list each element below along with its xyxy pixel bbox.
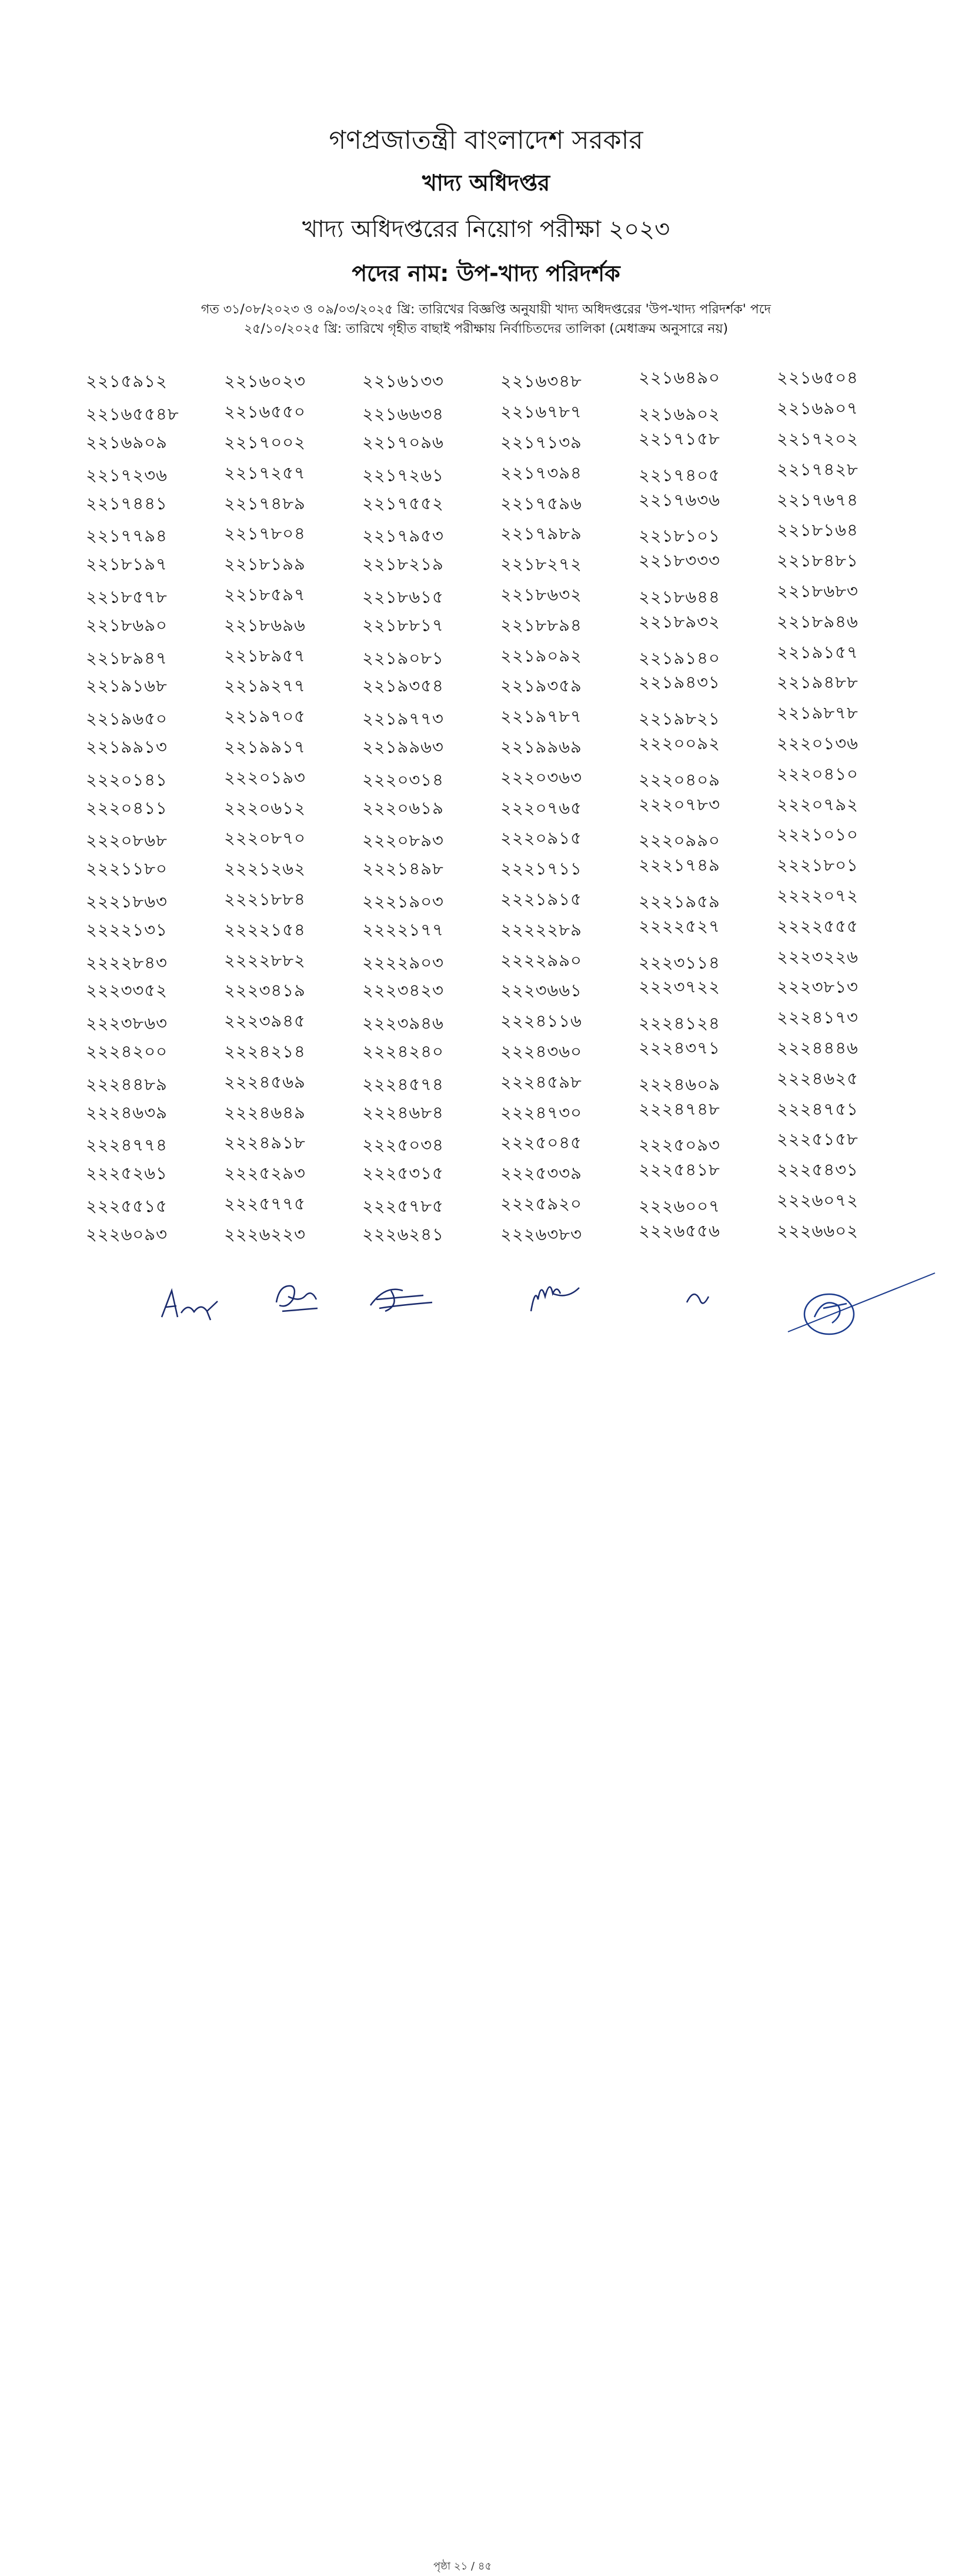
roll-number-cell: ২২১৬৯০৭	[777, 398, 859, 419]
roll-number-cell: ২২২৩২২৬	[777, 946, 859, 967]
table-row	[82, 611, 911, 642]
roll-number-cell: ২২২৫৪১৮	[639, 1160, 720, 1180]
roll-number-cell: ২২১৯৭৮৭	[500, 706, 582, 727]
roll-number-cell: ২২২২২৮৯	[500, 919, 582, 940]
table-row	[82, 1068, 911, 1098]
roll-number-cell: ২২২৫৭৮৫	[362, 1195, 444, 1216]
roll-number-cell: ২২২৪৫৯৮	[500, 1071, 582, 1092]
table-row	[82, 672, 911, 703]
roll-number-cell: ২২২৫২৬১	[86, 1163, 168, 1184]
roll-number-cell: ২২১৯০৯২	[500, 645, 582, 666]
roll-number-cell: ২২১৭২৬১	[362, 465, 444, 485]
roll-number-cell: ২২২০৬১২	[224, 797, 306, 818]
roll-number-grid	[82, 367, 911, 1251]
roll-number-cell: ২২১৭৪০৫	[639, 465, 720, 485]
table-row	[82, 763, 911, 794]
roll-number-cell: ২২১৯১৬৮	[86, 676, 168, 696]
roll-number-cell: ২২২১৮৬৩	[86, 891, 168, 911]
table-row	[82, 703, 911, 733]
roll-number-cell: ২২১৭৪৪১	[86, 493, 168, 513]
roll-number-cell: ২২২১১৮০	[86, 858, 168, 879]
roll-number-cell: ২২১৮৯৩২	[639, 611, 720, 632]
roll-number-cell: ২২২০৭৯২	[777, 794, 859, 814]
roll-number-cell: ২২২৫৩৩৯	[500, 1163, 582, 1184]
roll-number-cell: ২২১৯২৭৭	[224, 676, 306, 696]
exam-title: খাদ্য অধিদপ্তরের নিয়োগ পরীক্ষা ২০২৩	[302, 216, 670, 243]
table-row	[82, 367, 911, 398]
table-row	[82, 581, 911, 612]
table-row	[82, 550, 911, 581]
roll-number-cell: ২২১৭৩৯৪	[500, 462, 582, 483]
roll-number-cell: ২২১৯৯৬৯	[500, 736, 582, 757]
roll-number-cell: ২২১৮৬১৫	[362, 586, 444, 607]
roll-number-cell: ২২২১২৬২	[224, 858, 306, 879]
roll-number-cell: ২২২৪৬৮৪	[362, 1102, 444, 1122]
notice-line-1: গত ৩১/০৮/২০২৩ ও ০৯/০৩/২০২৫ খ্রি: তারিখের বিজ্ঞপ্তি অনুযায়ী খাদ্য অধিদপ্তরের 'উপ-খাদ্য পরিদর্শক' পদে	[201, 302, 771, 317]
roll-number-cell: ২২১৭৪২৮	[777, 459, 859, 479]
roll-number-cell: ২২২৪৫৭৪	[362, 1074, 444, 1094]
roll-number-cell: ২২১৯৩৫৪	[362, 676, 444, 696]
roll-number-cell: ২২২৪৬০৯	[639, 1074, 720, 1094]
roll-number-cell: ২২১৬৭৮৭	[500, 402, 582, 422]
roll-number-cell: ২২১৯১৪০	[639, 647, 720, 668]
roll-number-cell: ২২১৮১৯৯	[224, 554, 306, 574]
roll-number-cell: ২২২৪৬৩৯	[86, 1102, 168, 1122]
roll-number-cell: ২২২৬৬০২	[777, 1220, 859, 1241]
roll-number-cell: ২২২৫৭৭৫	[224, 1193, 306, 1214]
roll-number-cell: ২২২৪২০০	[86, 1041, 168, 1061]
roll-number-cell: ২২১৭৪৮৯	[224, 493, 306, 513]
roll-number-cell: ২২২৫৯২০	[500, 1193, 582, 1214]
roll-number-cell: ২২১৮৯৫৭	[224, 645, 306, 666]
table-row	[82, 916, 911, 946]
roll-number-cell: ২২২৫২৯৩	[224, 1163, 306, 1184]
roll-number-cell: ২২২৪৩৬০	[500, 1041, 582, 1061]
roll-number-cell: ২২১৯৯৬৩	[362, 736, 444, 757]
table-row	[82, 642, 911, 672]
table-row	[82, 824, 911, 855]
roll-number-cell: ২২২১৯৫৯	[639, 891, 720, 911]
roll-number-cell: ২২১৭৮০৪	[224, 523, 306, 544]
roll-number-cell: ২২২৩৩৫২	[86, 980, 168, 1001]
roll-number-cell: ২২২০৪১১	[86, 797, 168, 818]
roll-number-cell: ২২১৯৬৫০	[86, 709, 168, 729]
roll-number-cell: ২২১৯৪৮৮	[777, 672, 859, 693]
roll-number-cell: ২২২৫০৩৪	[362, 1135, 444, 1155]
table-row	[82, 1098, 911, 1129]
roll-number-cell: ২২২০৪০৯	[639, 769, 720, 790]
table-row	[82, 1007, 911, 1038]
roll-number-cell: ২২১৬৫৫৪৮	[86, 404, 179, 425]
roll-number-cell: ২২২১৪৯৮	[362, 858, 444, 879]
table-row	[82, 398, 911, 429]
signature-2	[270, 1279, 323, 1320]
roll-number-cell: ২২২০৩৬৩	[500, 767, 582, 787]
roll-number-cell: ২২১৯৭০৫	[224, 706, 306, 727]
roll-number-cell: ২২২০৩১৪	[362, 769, 444, 790]
roll-number-cell: ২২২২০৭২	[777, 885, 859, 906]
roll-number-cell: ২২২২১৩১	[86, 919, 168, 940]
roll-number-cell: ২২১৭৯৫৩	[362, 526, 444, 546]
roll-number-cell: ২২২১৯১৫	[500, 888, 582, 909]
roll-number-cell: ২২২০৬১৯	[362, 797, 444, 818]
roll-number-cell: ২২১৬৯০৯	[86, 432, 168, 452]
table-row	[82, 1129, 911, 1160]
roll-number-cell: ২২২০০৯২	[639, 733, 720, 753]
roll-number-cell: ২২১৮৬৮৩	[777, 580, 859, 601]
roll-number-cell: ২২২২৫২৭	[639, 916, 720, 936]
roll-number-cell: ২২১৬৯০২	[639, 404, 720, 425]
department-title: খাদ্য অধিদপ্তর	[422, 170, 550, 196]
signature-1	[159, 1285, 223, 1326]
roll-number-cell: ২২২১৭৪৯	[639, 855, 720, 876]
roll-number-cell: ২২২৬০৭২	[777, 1190, 859, 1210]
roll-number-cell: ২২২৫০৪৫	[500, 1132, 582, 1153]
table-row	[82, 977, 911, 1007]
roll-number-cell: ২২১৭১৩৯	[500, 432, 582, 452]
government-title: গণপ্রজাতন্ত্রী বাংলাদেশ সরকার	[329, 125, 643, 155]
roll-number-cell: ২২২৪২৪০	[362, 1041, 444, 1061]
roll-number-cell: ২২১৮৯৪৬	[777, 611, 859, 632]
roll-number-cell: ২২২১০১০	[777, 824, 859, 845]
roll-number-cell: ২২১৮৬৪৪	[639, 586, 720, 607]
roll-number-cell: ২২২১৮০১	[777, 855, 859, 876]
roll-number-cell: ২২২৬৫৫৬	[639, 1220, 720, 1241]
roll-number-cell: ২২১৭২৩৬	[86, 465, 168, 485]
roll-number-cell: ২২২০১৯৩	[224, 767, 306, 787]
roll-number-cell: ২২১৫৯১২	[86, 371, 168, 392]
table-row	[82, 946, 911, 977]
roll-number-cell: ২২১৮১০১	[639, 526, 720, 546]
roll-number-cell: ২২১৮৮৯৪	[500, 614, 582, 635]
roll-number-cell: ২২২৬২৪১	[362, 1224, 444, 1244]
roll-number-cell: ২২১৮২৭২	[500, 554, 582, 574]
roll-number-cell: ২২১৭৫৫২	[362, 493, 444, 513]
roll-number-cell: ২২২৪২১৪	[224, 1041, 306, 1061]
roll-number-cell: ২২২১৭১১	[500, 858, 582, 879]
table-row	[82, 855, 911, 886]
roll-number-cell: ২২১৭১৫৮	[639, 428, 720, 449]
notice-line-2: ২৫/১০/২০২৫ খ্রি: তারিখে গৃহীত বাছাই পরীক্ষায় নির্বাচিতদের তালিকা (মেধাক্রম অনুসারে নয়)	[243, 322, 729, 336]
roll-number-cell: ২২২৪১২৪	[639, 1013, 720, 1034]
roll-number-cell: ২২১৬৩৪৮	[500, 371, 582, 392]
roll-number-cell: ২২১৮৮১৭	[362, 614, 444, 635]
roll-number-cell: ২২২৫১৫৮	[777, 1129, 859, 1150]
initials-mark	[682, 1285, 717, 1314]
roll-number-cell: ২২১৭২০২	[777, 428, 859, 449]
roll-number-cell: ২২২৪৩৭১	[639, 1037, 720, 1058]
roll-number-cell: ২২২৩৪১৯	[224, 980, 306, 1001]
roll-number-cell: ২২১৯৮২১	[639, 709, 720, 729]
roll-number-cell: ২২২৪৭৪৮	[639, 1098, 720, 1119]
roll-number-cell: ২২২৪৭৩০	[500, 1102, 582, 1122]
roll-number-cell: ২২১৬৫৫০	[224, 402, 306, 422]
roll-number-cell: ২২১৯৭৭৩	[362, 709, 444, 729]
roll-number-cell: ২২২২৮৪৩	[86, 952, 168, 973]
roll-number-cell: ২২১৯১৫৭	[777, 642, 859, 662]
roll-number-cell: ২২২৬৩৮৩	[500, 1224, 582, 1244]
roll-number-cell: ২২১৭৬৩৬	[639, 489, 720, 510]
roll-number-cell: ২২১৭৯৮৯	[500, 523, 582, 544]
roll-number-cell: ২২১৯৯১৭	[224, 736, 306, 757]
table-row	[82, 794, 911, 824]
post-title: পদের নাম: উপ-খাদ্য পরিদর্শক	[352, 260, 620, 286]
roll-number-cell: ২২২৫০৯৩	[639, 1135, 720, 1155]
roll-number-cell: ২২২৫৪৩১	[777, 1160, 859, 1180]
roll-number-cell: ২২২২৯০৩	[362, 952, 444, 973]
roll-number-cell: ২২১৭৬৭৪	[777, 489, 859, 510]
roll-number-cell: ২২২৪১১৬	[500, 1011, 582, 1031]
roll-number-cell: ২২১৮৯৪৭	[86, 647, 168, 668]
roll-number-cell: ২২১৮৩৩৩	[639, 550, 720, 571]
table-row	[82, 459, 911, 489]
roll-number-cell: ২২২৩১১৪	[639, 952, 720, 973]
roll-number-cell: ২২২২৫৫৫	[777, 916, 859, 936]
roll-number-cell: ২২১৯৪৩১	[639, 672, 720, 693]
roll-number-cell: ২২১৭৭৯৪	[86, 526, 168, 546]
roll-number-cell: ২২২০৮৬৮	[86, 830, 168, 851]
roll-number-cell: ২২২১৯০৩	[362, 891, 444, 911]
roll-number-cell: ২২২৩৯৪৫	[224, 1011, 306, 1031]
roll-number-cell: ২২১৮৪৮১	[777, 550, 859, 571]
roll-number-cell: ২২২৪৬২৫	[777, 1068, 859, 1088]
roll-number-cell: ২২২৪৭৭৪	[86, 1135, 168, 1155]
table-row	[82, 1190, 911, 1221]
signature-strip	[0, 1276, 972, 2572]
roll-number-cell: ২২২২৯৯০	[500, 950, 582, 970]
roll-number-cell: ২২১৯৯১৩	[86, 736, 168, 757]
roll-number-cell: ২২২৬২২৩	[224, 1224, 306, 1244]
roll-number-cell: ২২১৬০২৩	[224, 371, 306, 392]
roll-number-cell: ২২২৫৫১৫	[86, 1195, 168, 1216]
roll-number-cell: ২২২০৯১৫	[500, 828, 582, 848]
table-row	[82, 520, 911, 550]
table-row	[82, 489, 911, 520]
roll-number-cell: ২২২৪১৭৩	[777, 1007, 859, 1028]
table-row	[82, 1220, 911, 1251]
roll-number-cell: ২২১৮১৯৭	[86, 554, 168, 574]
roll-number-cell: ২২২০৮৯৩	[362, 830, 444, 851]
roll-number-cell: ২২২১৮৮৪	[224, 888, 306, 909]
roll-number-cell: ২২২৪৯১৮	[224, 1132, 306, 1153]
roll-number-cell: ২২২৩৭২২	[639, 977, 720, 997]
roll-number-cell: ২২২৩৪২৩	[362, 980, 444, 1001]
roll-number-cell: ২২২৬০০৭	[639, 1195, 720, 1216]
roll-number-cell: ২২২৬০৯৩	[86, 1224, 168, 1244]
roll-number-cell: ২২২৪৪৮৯	[86, 1074, 168, 1094]
roll-number-cell: ২২১৯৩৫৯	[500, 676, 582, 696]
roll-number-cell: ২২১৬১৩৩	[362, 371, 444, 392]
roll-number-cell: ২২২০১৩৬	[777, 733, 859, 753]
roll-number-cell: ২২২৩৬৬১	[500, 980, 582, 1001]
roll-number-cell: ২২২০৭৬৫	[500, 797, 582, 818]
roll-number-cell: ২২২০১৪১	[86, 769, 168, 790]
roll-number-cell: ২২১৮১৬৪	[777, 520, 859, 540]
roll-number-cell: ২২২৫৩১৫	[362, 1163, 444, 1184]
roll-number-cell: ২২১৬৪৯০	[639, 367, 720, 388]
page-number: পৃষ্ঠা ২১ / ৪৫	[433, 2560, 492, 2572]
roll-number-cell: ২২২২১৫৪	[224, 919, 306, 940]
table-row	[82, 429, 911, 459]
roll-number-cell: ২২১৭০০২	[224, 432, 306, 452]
roll-number-cell: ২২১৯৮৭৮	[777, 703, 859, 723]
roll-number-cell: ২২২৪৫৬৯	[224, 1071, 306, 1092]
roll-number-cell: ২২২৩৯৪৬	[362, 1013, 444, 1034]
roll-number-cell: ২২২৪৭৫১	[777, 1098, 859, 1119]
roll-number-cell: ২২১৭৫৯৬	[500, 493, 582, 513]
roll-number-cell: ২২১৯০৮১	[362, 647, 444, 668]
roll-number-cell: ২২২৪৪৪৬	[777, 1037, 859, 1058]
roll-number-cell: ২২২৩৮৬৩	[86, 1013, 168, 1034]
roll-number-cell: ২২২০৮৭০	[224, 828, 306, 848]
roll-number-cell: ২২২৪৬৪৯	[224, 1102, 306, 1122]
roll-number-cell: ২২১৬৫০৪	[777, 367, 859, 388]
table-row	[82, 1038, 911, 1068]
table-row	[82, 886, 911, 916]
roll-number-cell: ২২১৮৬৯৬	[224, 614, 306, 635]
roll-number-cell: ২২১৮৬৯০	[86, 614, 168, 635]
roll-number-cell: ২২২০৯৯০	[639, 830, 720, 851]
table-row	[82, 1160, 911, 1190]
roll-number-cell: ২২১৮৫৯৭	[224, 584, 306, 604]
roll-number-cell: ২২১৮২১৯	[362, 554, 444, 574]
roll-number-cell: ২২১৮৬৩২	[500, 584, 582, 604]
roll-number-cell: ২২১৬৬৩৪	[362, 404, 444, 425]
notice-text	[88, 300, 884, 339]
roll-number-cell: ২২২২৮৮২	[224, 950, 306, 970]
signature-4	[526, 1276, 591, 1317]
roll-number-cell: ২২১৭০৯৬	[362, 432, 444, 452]
roll-number-cell: ২২২৩৮১৩	[777, 977, 859, 997]
roll-number-cell: ২২২০৭৮৩	[639, 794, 720, 814]
signature-5	[782, 1249, 941, 1344]
table-row	[82, 733, 911, 764]
signature-3	[368, 1279, 438, 1320]
roll-number-cell: ২২২০৪১০	[777, 763, 859, 784]
roll-number-cell: ২২২২১৭৭	[362, 919, 444, 940]
roll-number-cell: ২২১৭২৫৭	[224, 462, 306, 483]
roll-number-cell: ২২১৮৫৭৮	[86, 586, 168, 607]
